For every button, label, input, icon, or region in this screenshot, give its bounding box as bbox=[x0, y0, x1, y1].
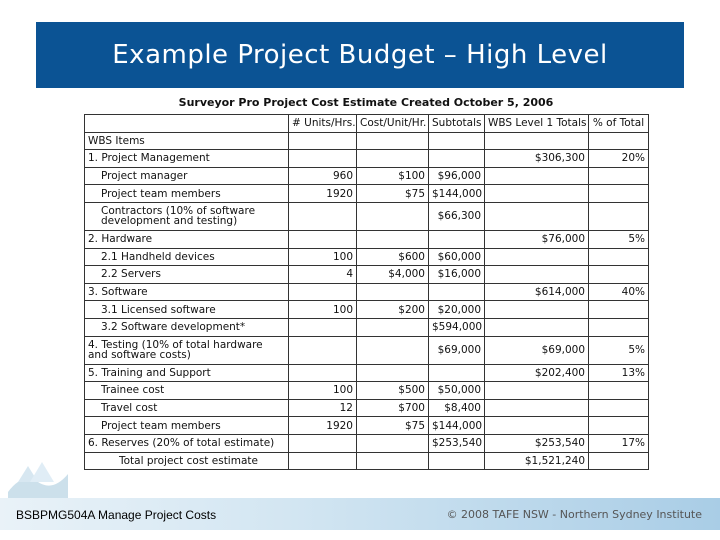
cost-cell bbox=[357, 230, 429, 248]
total-estimate-cell: $1,521,240 bbox=[485, 452, 589, 470]
subtotal-cell bbox=[429, 150, 485, 168]
percent-cell bbox=[589, 248, 649, 266]
cost-cell: $200 bbox=[357, 301, 429, 319]
units-cell: 100 bbox=[289, 382, 357, 400]
wbs-item-cell: 5. Training and Support bbox=[85, 364, 289, 382]
header-cell: WBS Level 1 Totals bbox=[485, 115, 589, 133]
subtotal-cell: $253,540 bbox=[429, 434, 485, 452]
level1-total-cell: $253,540 bbox=[485, 434, 589, 452]
units-cell bbox=[289, 230, 357, 248]
cost-cell bbox=[357, 202, 429, 230]
table-header-row bbox=[85, 115, 649, 133]
cost-cell bbox=[357, 336, 429, 364]
units-cell bbox=[289, 364, 357, 382]
wbs-item-cell: 2. Hardware bbox=[85, 230, 289, 248]
wbs-item-cell: 1. Project Management bbox=[85, 150, 289, 168]
units-cell bbox=[289, 318, 357, 336]
percent-cell bbox=[589, 185, 649, 203]
units-cell bbox=[289, 150, 357, 168]
percent-cell: 5% bbox=[589, 336, 649, 364]
table-row bbox=[85, 230, 649, 248]
subtotal-cell: $50,000 bbox=[429, 382, 485, 400]
table-row bbox=[85, 248, 649, 266]
budget-table bbox=[84, 114, 649, 470]
level1-total-cell bbox=[485, 318, 589, 336]
wbs-item-cell: Trainee cost bbox=[85, 382, 289, 400]
subtotal-cell: $144,000 bbox=[429, 185, 485, 203]
wbs-item-cell: 2.2 Servers bbox=[85, 266, 289, 284]
cost-cell: $500 bbox=[357, 382, 429, 400]
header-cell bbox=[85, 115, 289, 133]
level1-total-cell: $69,000 bbox=[485, 336, 589, 364]
wbs-item-cell: 4. Testing (10% of total hardware and software costs) bbox=[85, 336, 289, 364]
subtotal-cell: $20,000 bbox=[429, 301, 485, 319]
percent-cell bbox=[589, 167, 649, 185]
wbs-item-cell: Project team members bbox=[85, 417, 289, 435]
wbs-item-cell: 6. Reserves (20% of total estimate) bbox=[85, 434, 289, 452]
harbour-decoration-icon bbox=[8, 452, 68, 498]
units-cell: 1920 bbox=[289, 417, 357, 435]
table-row bbox=[85, 399, 649, 417]
table-row bbox=[85, 266, 649, 284]
subtotal-cell bbox=[429, 452, 485, 470]
level1-total-cell bbox=[485, 248, 589, 266]
cost-cell bbox=[357, 132, 429, 150]
level1-total-cell bbox=[485, 382, 589, 400]
header-cell: Subtotals bbox=[429, 115, 485, 133]
table-row bbox=[85, 364, 649, 382]
table-row bbox=[85, 382, 649, 400]
percent-cell bbox=[589, 399, 649, 417]
cost-cell: $75 bbox=[357, 417, 429, 435]
wbs-item-cell: 3. Software bbox=[85, 283, 289, 301]
level1-total-cell bbox=[485, 185, 589, 203]
cost-cell: $75 bbox=[357, 185, 429, 203]
level1-total-cell bbox=[485, 132, 589, 150]
total-label-cell: Total project cost estimate bbox=[85, 452, 289, 470]
level1-total-cell: $614,000 bbox=[485, 283, 589, 301]
table-row bbox=[85, 167, 649, 185]
subtotal-cell bbox=[429, 132, 485, 150]
subtotal-cell: $144,000 bbox=[429, 417, 485, 435]
header-cell: Cost/Unit/Hr. bbox=[357, 115, 429, 133]
level1-total-cell bbox=[485, 167, 589, 185]
cost-cell: $600 bbox=[357, 248, 429, 266]
subtotal-cell: $594,000 bbox=[429, 318, 485, 336]
level1-total-cell bbox=[485, 202, 589, 230]
subtotal-cell: $96,000 bbox=[429, 167, 485, 185]
header-cell: # Units/Hrs. bbox=[289, 115, 357, 133]
percent-cell bbox=[589, 382, 649, 400]
subtotal-cell: $8,400 bbox=[429, 399, 485, 417]
subtotal-cell: $16,000 bbox=[429, 266, 485, 284]
units-cell bbox=[289, 452, 357, 470]
percent-cell: 17% bbox=[589, 434, 649, 452]
subtotal-cell: $69,000 bbox=[429, 336, 485, 364]
cost-cell bbox=[357, 434, 429, 452]
table-row bbox=[85, 185, 649, 203]
wbs-item-cell: Project manager bbox=[85, 167, 289, 185]
cost-cell: $4,000 bbox=[357, 266, 429, 284]
cost-cell bbox=[357, 150, 429, 168]
subtotal-cell: $66,300 bbox=[429, 202, 485, 230]
level1-total-cell bbox=[485, 417, 589, 435]
wbs-item-cell: Project team members bbox=[85, 185, 289, 203]
subtotal-cell bbox=[429, 283, 485, 301]
units-cell: 12 bbox=[289, 399, 357, 417]
table-row bbox=[85, 301, 649, 319]
percent-cell bbox=[589, 318, 649, 336]
percent-cell bbox=[589, 132, 649, 150]
subtotal-cell bbox=[429, 364, 485, 382]
cost-cell bbox=[357, 318, 429, 336]
level1-total-cell bbox=[485, 301, 589, 319]
percent-cell bbox=[589, 452, 649, 470]
units-cell bbox=[289, 336, 357, 364]
wbs-item-cell: 2.1 Handheld devices bbox=[85, 248, 289, 266]
header-cell: % of Total bbox=[589, 115, 649, 133]
units-cell: 100 bbox=[289, 248, 357, 266]
cost-cell bbox=[357, 283, 429, 301]
footer-bar bbox=[0, 498, 720, 530]
table-row bbox=[85, 132, 649, 150]
level1-total-cell: $202,400 bbox=[485, 364, 589, 382]
title-bar bbox=[36, 22, 684, 88]
units-cell bbox=[289, 434, 357, 452]
course-code-label: BSBPMG504A Manage Project Costs bbox=[16, 508, 217, 522]
wbs-item-cell: WBS Items bbox=[85, 132, 289, 150]
units-cell bbox=[289, 202, 357, 230]
units-cell: 4 bbox=[289, 266, 357, 284]
percent-cell: 5% bbox=[589, 230, 649, 248]
units-cell bbox=[289, 283, 357, 301]
copyright-notice: © 2008 TAFE NSW - Northern Sydney Institute bbox=[446, 508, 702, 521]
subtotal-cell bbox=[429, 230, 485, 248]
estimate-caption: Surveyor Pro Project Cost Estimate Created October 5, 2006 bbox=[178, 96, 554, 109]
units-cell: 100 bbox=[289, 301, 357, 319]
wbs-item-cell: 3.2 Software development* bbox=[85, 318, 289, 336]
cost-cell bbox=[357, 364, 429, 382]
units-cell: 960 bbox=[289, 167, 357, 185]
units-cell: 1920 bbox=[289, 185, 357, 203]
wbs-item-cell: Contractors (10% of software development and testing) bbox=[85, 202, 289, 230]
percent-cell bbox=[589, 301, 649, 319]
wbs-item-cell: 3.1 Licensed software bbox=[85, 301, 289, 319]
subtotal-cell: $60,000 bbox=[429, 248, 485, 266]
level1-total-cell bbox=[485, 399, 589, 417]
level1-total-cell bbox=[485, 266, 589, 284]
percent-cell bbox=[589, 202, 649, 230]
table-row bbox=[85, 318, 649, 336]
table-row bbox=[85, 202, 649, 230]
percent-cell: 40% bbox=[589, 283, 649, 301]
wbs-item-cell: Travel cost bbox=[85, 399, 289, 417]
percent-cell bbox=[589, 417, 649, 435]
slide-title: Example Project Budget – High Level bbox=[112, 40, 608, 70]
cost-cell bbox=[357, 452, 429, 470]
percent-cell bbox=[589, 266, 649, 284]
table-row bbox=[85, 336, 649, 364]
table-row bbox=[85, 150, 649, 168]
units-cell bbox=[289, 132, 357, 150]
cost-cell: $100 bbox=[357, 167, 429, 185]
cost-cell: $700 bbox=[357, 399, 429, 417]
table-total-row bbox=[85, 452, 649, 470]
percent-cell: 13% bbox=[589, 364, 649, 382]
level1-total-cell: $306,300 bbox=[485, 150, 589, 168]
table-row bbox=[85, 434, 649, 452]
level1-total-cell: $76,000 bbox=[485, 230, 589, 248]
table-row bbox=[85, 417, 649, 435]
percent-cell: 20% bbox=[589, 150, 649, 168]
table-row bbox=[85, 283, 649, 301]
